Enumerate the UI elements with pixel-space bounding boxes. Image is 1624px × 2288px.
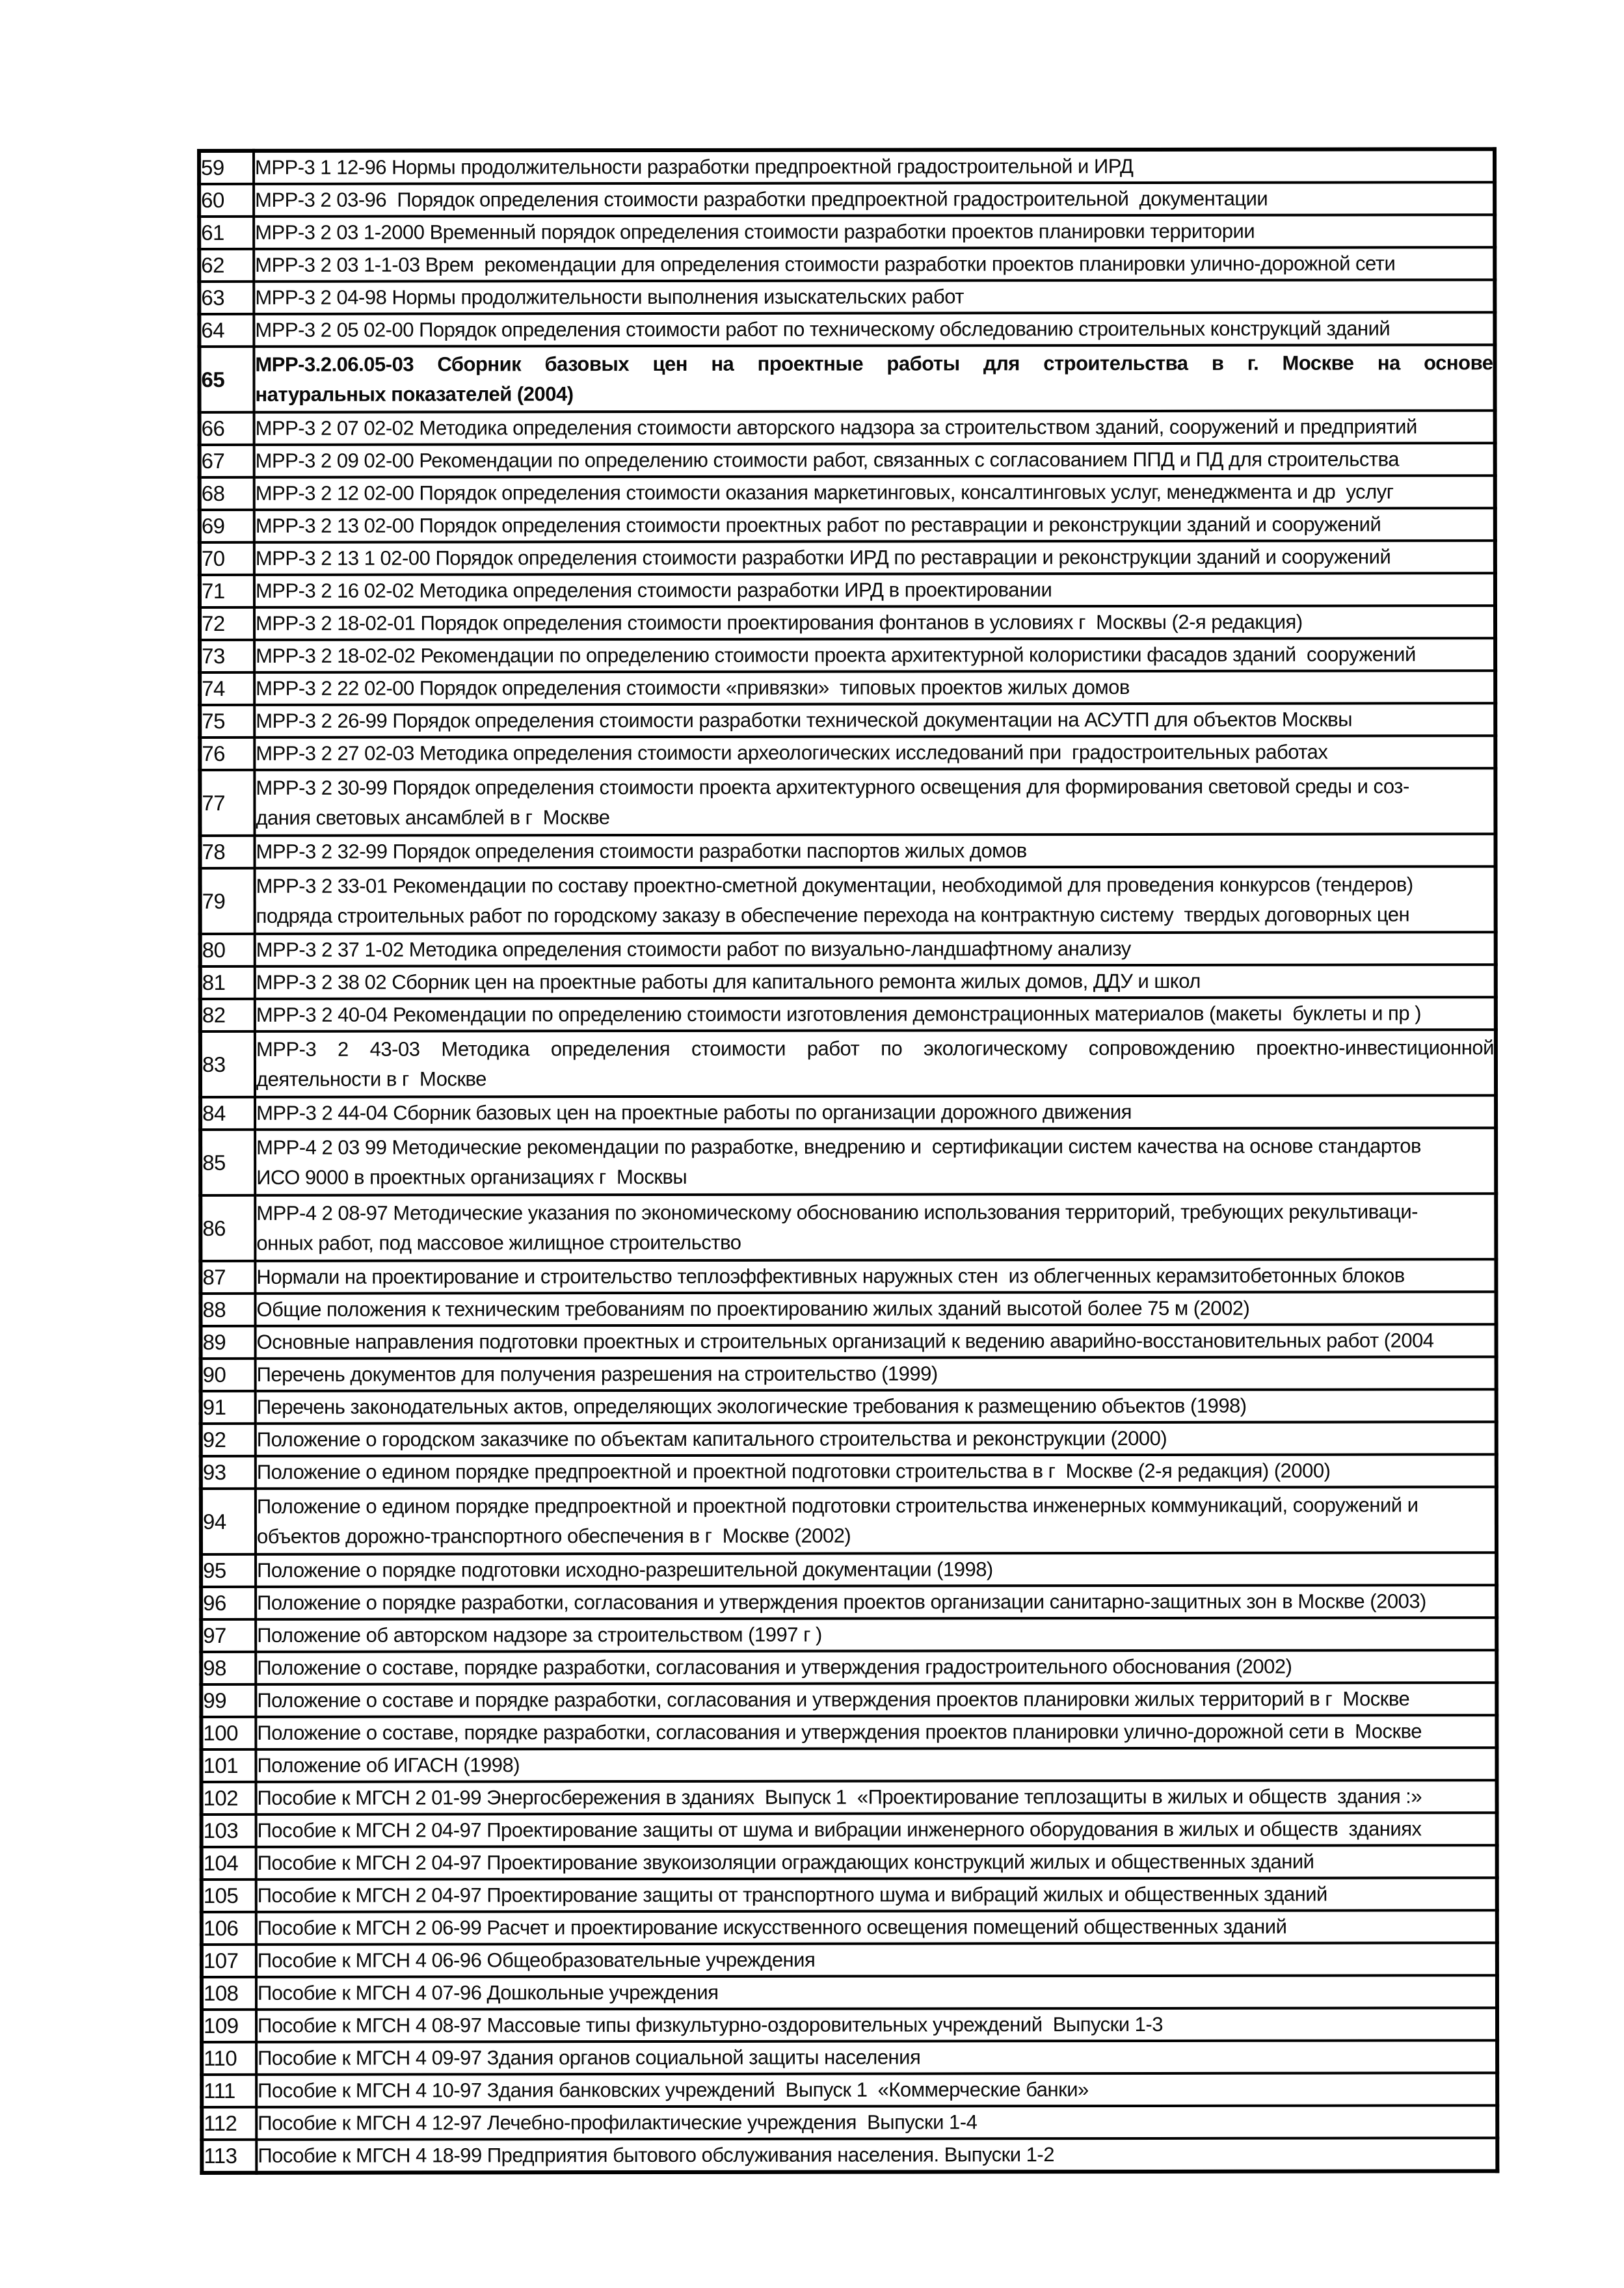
row-number: 73 xyxy=(200,640,254,672)
row-number: 108 xyxy=(202,1977,256,2010)
row-number: 72 xyxy=(200,607,254,640)
row-number: 82 xyxy=(200,999,255,1031)
table-row xyxy=(202,2138,1497,2173)
row-title xyxy=(254,638,1495,672)
documents-table-wrap xyxy=(197,147,1499,2175)
row-title-line: онных работ, под массовое жилищное строительство xyxy=(256,1230,741,1255)
table-row xyxy=(200,443,1495,477)
row-number: 109 xyxy=(202,2010,256,2042)
table-row xyxy=(200,736,1495,770)
table-row xyxy=(200,1128,1496,1195)
row-title xyxy=(256,1715,1497,1749)
row-title xyxy=(254,410,1495,445)
row-title-line: Перечень документов для получения разрешения на строительство (1999) xyxy=(256,1362,938,1386)
row-number: 93 xyxy=(201,1456,256,1489)
row-title-line: МРР-3 2 03-96 Порядок определения стоимости разработки предпроектной градостроительной документации xyxy=(255,187,1268,211)
row-number: 99 xyxy=(201,1684,256,1717)
row-number: 85 xyxy=(200,1130,255,1195)
row-title xyxy=(256,1422,1497,1456)
table-row xyxy=(201,1585,1497,1619)
row-title xyxy=(255,1030,1496,1097)
table-row xyxy=(200,1292,1496,1326)
row-number: 90 xyxy=(201,1359,256,1391)
row-title-line: Положение о составе, порядке разработки, согласования и утверждения градостроительного обоснования (2002) xyxy=(257,1655,1292,1679)
row-title xyxy=(256,1585,1497,1619)
table-row xyxy=(201,1683,1497,1717)
row-title xyxy=(255,1095,1496,1130)
row-title xyxy=(256,1683,1497,1717)
row-number: 95 xyxy=(201,1554,256,1587)
row-title-line: МРР-3 2 30-99 Порядок определения стоимости проекта архитектурного освещения для формирования световой среды и соз- xyxy=(256,774,1409,799)
row-title xyxy=(256,1845,1497,1880)
row-title-line: Пособие к МГСН 4 06-96 Общеобразовательные учреждения xyxy=(257,1948,816,1972)
row-title xyxy=(254,768,1495,836)
row-title xyxy=(254,247,1495,282)
table-row xyxy=(200,508,1495,542)
row-title-line: МРР-3 2 38 02 Сборник цен на проектные работы для капитального ремонта жилых домов, ДДУ и школ xyxy=(256,969,1201,994)
row-number: 102 xyxy=(202,1782,256,1815)
table-row xyxy=(200,1030,1496,1097)
row-title xyxy=(256,2040,1497,2075)
row-title xyxy=(254,345,1495,412)
table-row xyxy=(200,475,1495,510)
table-row xyxy=(199,149,1495,184)
row-title xyxy=(254,605,1495,640)
row-title-line: МРР-3 2 37 1-02 Методика определения стоимости работ по визуально-ландшафтному анализу xyxy=(256,937,1131,961)
row-title xyxy=(254,834,1495,868)
table-row xyxy=(202,2105,1497,2140)
row-title xyxy=(254,703,1495,738)
row-title-line: МРР-3 2 13 02-00 Порядок определения стоимости проектных работ по реставрации и реконструкции зданий и сооружений xyxy=(255,512,1381,537)
row-title-line: Основные направления подготовки проектных и строительных организаций к ведению аварийно-восстановительных работ (2004 xyxy=(256,1329,1434,1353)
table-row xyxy=(201,1650,1497,1684)
row-title-line: Положение об авторском надзоре за строительством (1997 г ) xyxy=(257,1623,822,1647)
row-title-line: МРР-3 2 18-02-02 Рекомендации по определению стоимости проекта архитектурной колористики фасадов зданий сооружений xyxy=(256,643,1416,667)
row-title-line: МРР-3 2 12 02-00 Порядок определения стоимости оказания маркетинговых, консалтинговых услуг, менеджмента и др услуг xyxy=(255,480,1394,505)
row-number: 87 xyxy=(200,1261,255,1294)
table-row xyxy=(199,345,1495,412)
table-row xyxy=(200,671,1495,705)
row-number: 92 xyxy=(201,1424,256,1456)
row-title-line: Пособие к МГСН 2 04-97 Проектирование защиты от шума и вибрации инженерного оборудования в жилых и обществ зданиях xyxy=(257,1817,1422,1842)
table-row xyxy=(200,866,1496,934)
row-title xyxy=(255,964,1496,999)
row-title-line: Положение о порядке подготовки исходно-разрешительной документации (1998) xyxy=(257,1558,993,1582)
table-row xyxy=(200,1193,1496,1261)
row-number: 91 xyxy=(201,1391,256,1424)
table-row xyxy=(201,1552,1497,1587)
row-number: 76 xyxy=(200,738,254,770)
row-number: 106 xyxy=(202,1912,256,1945)
row-title-line: дания световых ансамблей в г Москве xyxy=(256,805,610,829)
row-title-line: МРР-3 1 12-96 Нормы продолжительности разработки предпроектной градостроительной и ИРД xyxy=(255,154,1134,179)
table-row xyxy=(201,1748,1497,1782)
row-number: 98 xyxy=(201,1652,256,1684)
row-number: 68 xyxy=(200,477,254,510)
table-row xyxy=(201,1389,1497,1424)
documents-table-body xyxy=(199,149,1497,2173)
table-row xyxy=(201,1454,1497,1489)
row-title xyxy=(256,2073,1497,2107)
row-number: 59 xyxy=(199,151,254,184)
row-title-line: МРР-3 2 05 02-00 Порядок определения стоимости работ по техническому обследованию строительных конструкций зданий xyxy=(255,317,1391,341)
table-row xyxy=(199,215,1495,249)
row-title xyxy=(256,1943,1497,1977)
table-row xyxy=(200,1259,1496,1294)
row-title-line: МРР-3 2 32-99 Порядок определения стоимости разработки паспортов жилых домов xyxy=(256,839,1027,863)
table-row xyxy=(202,1813,1497,1847)
row-title xyxy=(256,1975,1497,2010)
row-number: 84 xyxy=(200,1097,255,1130)
row-title-line: Пособие к МГСН 4 09-97 Здания органов социальной защиты населения xyxy=(258,2045,921,2069)
row-title xyxy=(256,1454,1497,1489)
row-title xyxy=(256,2105,1497,2140)
row-number: 100 xyxy=(201,1717,256,1749)
row-title xyxy=(256,1487,1497,1554)
table-row xyxy=(202,1910,1497,1945)
row-title xyxy=(256,1324,1497,1359)
table-row xyxy=(200,410,1495,445)
row-title xyxy=(254,573,1495,607)
row-title-line: Пособие к МГСН 2 01-99 Энергосбережения в зданиях Выпуск 1 «Проектирование теплозащиты в жилых и обществ здания :» xyxy=(257,1785,1422,1809)
table-row xyxy=(200,997,1496,1031)
row-number: 66 xyxy=(200,412,254,445)
row-number: 69 xyxy=(200,510,254,542)
row-number: 78 xyxy=(200,836,254,868)
row-title xyxy=(256,1617,1497,1652)
row-number: 103 xyxy=(202,1815,256,1847)
row-number: 88 xyxy=(200,1294,255,1326)
row-title-line: Положение об ИГАСН (1998) xyxy=(257,1753,520,1777)
row-number: 80 xyxy=(200,934,255,966)
row-number: 65 xyxy=(199,347,254,412)
row-title-line: МРР-4 2 08-97 Методические указания по экономическому обоснованию использования территорий, требующих рекультиваци- xyxy=(256,1199,1418,1225)
row-number: 107 xyxy=(202,1945,256,1977)
row-title-line: МРР-3 2 44-04 Сборник базовых цен на проектные работы по организации дорожного движения xyxy=(256,1100,1132,1124)
table-row xyxy=(202,1943,1497,1977)
row-title xyxy=(254,443,1495,477)
table-row xyxy=(201,1715,1497,1749)
row-title-line: деятельности в г Москве xyxy=(256,1067,486,1091)
row-title-line: МРР-3 2 09 02-00 Рекомендации по определению стоимости работ, связанных с согласованием ППД и ПД для строительства xyxy=(255,447,1400,472)
row-number: 111 xyxy=(202,2075,256,2107)
table-row xyxy=(202,1845,1497,1880)
row-number: 71 xyxy=(200,575,254,607)
row-title-line: МРР-3 2 22 02-00 Порядок определения стоимости «привязки» типовых проектов жилых домов xyxy=(256,675,1130,700)
row-number: 79 xyxy=(200,868,255,934)
row-number: 112 xyxy=(202,2107,256,2140)
row-title-line: МРР-3 2 04-98 Нормы продолжительности выполнения изыскательских работ xyxy=(255,285,964,309)
row-title-line: Пособие к МГСН 2 06-99 Расчет и проектирование искусственного освещения помещений общественных зданий xyxy=(257,1915,1287,1939)
table-row xyxy=(200,834,1495,868)
table-row xyxy=(202,2073,1497,2107)
row-title xyxy=(255,932,1496,966)
table-row xyxy=(200,1095,1496,1130)
row-number: 97 xyxy=(201,1619,256,1652)
row-title xyxy=(255,997,1496,1031)
row-number: 86 xyxy=(200,1195,255,1261)
row-title-line: Нормали на проектирование и строительство теплоэффективных наружных стен из облегченных керамзитобетонных блоков xyxy=(256,1264,1405,1288)
table-row xyxy=(200,638,1495,672)
row-title xyxy=(256,1357,1497,1391)
row-title-line: Положение о городском заказчике по объектам капитального строительства и реконструкции (2000) xyxy=(256,1426,1167,1451)
table-row xyxy=(202,2040,1497,2075)
row-title xyxy=(256,1650,1497,1684)
row-number: 81 xyxy=(200,966,255,999)
row-number: 75 xyxy=(200,705,254,738)
table-row xyxy=(200,605,1495,640)
row-title-line: Положение о порядке разработки, согласования и утверждения проектов организации санитарно-защитных зон в Москве (2003) xyxy=(257,1590,1426,1614)
table-row xyxy=(201,1324,1497,1359)
row-title xyxy=(256,1748,1497,1782)
row-title-line: Пособие к МГСН 4 10-97 Здания банковских учреждений Выпуск 1 «Коммерческие банки» xyxy=(258,2078,1089,2102)
row-title-line: МРР-3 2 13 1 02-00 Порядок определения стоимости разработки ИРД по реставрации и реконструкции зданий и сооружений xyxy=(255,545,1391,570)
row-title-line: МРР-3 2 43-03 Методика определения стоимости работ по экологическому сопровождению проектно-инвестиционной xyxy=(256,1035,1494,1061)
row-title-line: объектов дорожно-транспортного обеспечения в г Москве (2002) xyxy=(256,1524,851,1548)
table-row xyxy=(200,573,1495,607)
row-number: 96 xyxy=(201,1587,256,1619)
row-title xyxy=(254,540,1495,575)
row-title xyxy=(256,1813,1497,1847)
documents-table xyxy=(197,147,1499,2175)
row-title-line: МРР-3 2 33-01 Рекомендации по составу проектно-сметной документации, необходимой для проведения конкурсов (тендеров) xyxy=(256,872,1413,898)
row-title xyxy=(255,1193,1496,1261)
table-row xyxy=(200,964,1496,999)
row-title-line: Общие положения к техническим требованиям по проектированию жилых зданий высотой более 75 м (2002) xyxy=(256,1296,1250,1321)
row-number: 113 xyxy=(202,2140,256,2173)
row-title-line: МРР-3 2 26-99 Порядок определения стоимости разработки технической документации на АСУТП для объектов Москвы xyxy=(256,708,1353,732)
row-number: 74 xyxy=(200,672,254,705)
table-row xyxy=(201,1357,1497,1391)
row-title-line: Пособие к МГСН 4 18-99 Предприятия бытового обслуживания населения. Выпуски 1-2 xyxy=(258,2143,1054,2167)
row-title xyxy=(254,149,1495,184)
row-title-line: МРР-3 2 18-02-01 Порядок определения стоимости проектирования фонтанов в условиях г Москвы (2-я редакция) xyxy=(255,610,1303,635)
table-row xyxy=(200,703,1495,738)
table-row xyxy=(199,280,1495,314)
table-row xyxy=(199,312,1495,347)
row-title-line: МРР-3 2 07 02-02 Методика определения стоимости авторского надзора за строительством зданий, сооружений и предприятий xyxy=(255,415,1417,440)
row-number: 101 xyxy=(201,1749,256,1782)
row-number: 64 xyxy=(199,314,254,347)
row-number: 105 xyxy=(202,1880,256,1912)
row-number: 62 xyxy=(199,249,254,282)
table-row xyxy=(200,932,1496,966)
row-number: 89 xyxy=(201,1326,256,1359)
row-number: 83 xyxy=(200,1031,255,1097)
row-title xyxy=(256,2138,1497,2173)
row-title xyxy=(255,866,1496,934)
table-row xyxy=(202,1975,1497,2010)
row-title-line: Положение о едином порядке предпроектной и проектной подготовки строительства инженерных коммуникаций, сооружений и xyxy=(256,1493,1418,1518)
row-title xyxy=(254,671,1495,705)
row-title xyxy=(254,280,1495,314)
row-title xyxy=(254,215,1495,249)
row-number: 61 xyxy=(199,217,254,249)
row-title xyxy=(254,508,1495,542)
row-number: 60 xyxy=(199,184,254,217)
row-number: 104 xyxy=(202,1847,256,1880)
row-title xyxy=(254,312,1495,347)
row-title-line: Перечень законодательных актов, определяющих экологические требования к размещению объектов (1998) xyxy=(256,1394,1247,1418)
table-row xyxy=(199,182,1495,217)
row-title xyxy=(256,2008,1497,2042)
row-title-line: ИСО 9000 в проектных организациях г Москвы xyxy=(256,1165,687,1189)
row-title-line: МРР-4 2 03 99 Методические рекомендации по разработке, внедрению и сертификации систем качества на основе стандартов xyxy=(256,1134,1421,1159)
row-title-line: Пособие к МГСН 2 04-97 Проектирование звукоизоляции ограждающих конструкций жилых и общественных зданий xyxy=(257,1850,1314,1874)
row-title-line: Положение о составе, порядке разработки, согласования и утверждения проектов планировки улично-дорожной сети в Москве xyxy=(257,1720,1422,1744)
row-title-line: Пособие к МГСН 4 12-97 Лечебно-профилактические учреждения Выпуски 1-4 xyxy=(258,2110,978,2135)
table-row xyxy=(201,1617,1497,1652)
row-title xyxy=(255,1292,1496,1326)
row-title-line: подряда строительных работ по городскому заказу в обеспечение перехода на контрактную систему твердых договорных цен xyxy=(256,902,1410,927)
row-title-line: натуральных показателей (2004) xyxy=(255,382,574,406)
table-row xyxy=(202,1878,1497,1912)
row-title-line: МРР-3 2 16 02-02 Методика определения стоимости разработки ИРД в проектировании xyxy=(255,578,1052,602)
row-title xyxy=(256,1910,1497,1945)
row-title-line: Пособие к МГСН 2 04-97 Проектирование защиты от транспортного шума и вибраций жилых и общественных зданий xyxy=(257,1882,1327,1907)
row-number: 67 xyxy=(200,445,254,477)
row-title-line: МРР-3 2 03 1-1-03 Врем рекомендации для определения стоимости разработки проектов планировки улично-дорожной сети xyxy=(255,252,1396,276)
row-title-line: Положение о едином порядке предпроектной и проектной подготовки строительства в г Москве (2-я редакция) (2000) xyxy=(256,1459,1331,1483)
row-title xyxy=(256,1780,1497,1815)
table-row xyxy=(200,768,1495,836)
row-number: 63 xyxy=(199,282,254,314)
table-row xyxy=(202,1780,1497,1815)
row-title xyxy=(256,1389,1497,1424)
row-title xyxy=(254,182,1495,217)
row-title xyxy=(256,1878,1497,1912)
row-title xyxy=(256,1552,1497,1587)
row-title-line: Положение о составе и порядке разработки, согласования и утверждения проектов планировки жилых территорий в г Москве xyxy=(257,1687,1410,1712)
row-title xyxy=(254,736,1495,770)
row-number: 70 xyxy=(200,542,254,575)
row-title xyxy=(254,475,1495,510)
row-title-line: МРР-3.2.06.05-03 Сборник базовых цен на проектные работы для строительства в г. Москве на основе xyxy=(255,351,1493,376)
row-title-line: МРР-3 2 03 1-2000 Временный порядок определения стоимости разработки проектов планировки территории xyxy=(255,219,1255,244)
table-row xyxy=(201,1422,1497,1456)
row-title-line: МРР-3 2 27 02-03 Методика определения стоимости археологических исследований при градостроительных работах xyxy=(256,740,1328,765)
row-number: 94 xyxy=(201,1489,256,1554)
table-row xyxy=(199,247,1495,282)
row-number: 110 xyxy=(202,2042,256,2075)
row-title-line: Пособие к МГСН 4 07-96 Дошкольные учреждения xyxy=(257,1980,719,2004)
table-row xyxy=(202,2008,1497,2042)
row-number: 77 xyxy=(200,770,254,836)
table-row xyxy=(200,540,1495,575)
row-title xyxy=(255,1259,1496,1294)
table-row xyxy=(201,1487,1497,1554)
row-title xyxy=(255,1128,1496,1195)
row-title-line: Пособие к МГСН 4 08-97 Массовые типы физкультурно-оздоровительных учреждений Выпуски 1-3 xyxy=(258,2012,1163,2037)
row-title-line: МРР-3 2 40-04 Рекомендации по определению стоимости изготовления демонстрационных материалов (макеты буклеты и пр ) xyxy=(256,1002,1422,1026)
